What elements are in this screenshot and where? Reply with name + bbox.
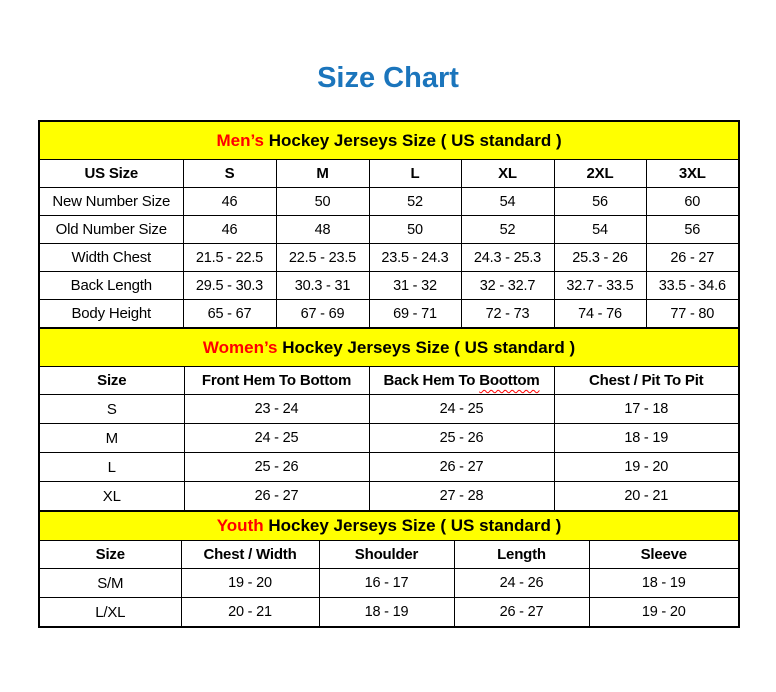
mens-col-header-us-size: US Size [39,160,183,188]
size-value-cell: 52 [461,216,554,244]
youth-col-header-shoulder: Shoulder [319,541,454,569]
youth-col-header-size: Size [39,541,181,569]
youth-col-header-chest-width: Chest / Width [181,541,319,569]
table-row [39,272,739,300]
womens-col-header-back-hem [369,367,554,395]
size-value-cell: 26 - 27 [184,482,369,512]
size-value-cell: 54 [554,216,646,244]
mens-section-row [39,121,739,160]
row-label: New Number Size [39,188,183,216]
size-value-cell: 67 - 69 [276,300,369,329]
womens-size-table [38,327,740,512]
womens-section-header [39,328,739,367]
mens-size-table [38,120,740,329]
size-value-cell: 17 - 18 [554,395,739,424]
size-value-cell: 77 - 80 [646,300,739,329]
size-value-cell: 20 - 21 [181,598,319,628]
size-value-cell: 50 [276,188,369,216]
womens-col-header-front-hem: Front Hem To Bottom [184,367,369,395]
mens-col-header-m: M [276,160,369,188]
table-row [39,188,739,216]
size-value-cell: 33.5 - 34.6 [646,272,739,300]
size-value-cell: 22.5 - 23.5 [276,244,369,272]
table-row [39,424,739,453]
youth-section-row [39,511,739,541]
mens-section-header [39,121,739,160]
row-label: L [39,453,184,482]
mens-col-header-xl: XL [461,160,554,188]
back-hem-misspelled-word: Boottom [479,372,540,389]
mens-col-header-l: L [369,160,461,188]
size-value-cell: 26 - 27 [646,244,739,272]
row-label: Old Number Size [39,216,183,244]
size-value-cell: 72 - 73 [461,300,554,329]
page-title: Size Chart [317,62,459,94]
row-label: S/M [39,569,181,598]
size-value-cell: 19 - 20 [554,453,739,482]
size-value-cell: 21.5 - 22.5 [183,244,276,272]
youth-col-header-sleeve: Sleeve [589,541,739,569]
size-value-cell: 24 - 25 [369,395,554,424]
womens-section-accent: Women’s [202,337,278,357]
size-value-cell: 74 - 76 [554,300,646,329]
row-label: Back Length [39,272,183,300]
size-value-cell: 56 [554,188,646,216]
table-row [39,216,739,244]
size-value-cell: 24 - 26 [454,569,589,598]
size-value-cell: 69 - 71 [369,300,461,329]
table-row [39,453,739,482]
mens-col-header-2xl: 2XL [554,160,646,188]
womens-col-header-size: Size [39,367,184,395]
size-value-cell: 19 - 20 [181,569,319,598]
table-row [39,569,739,598]
size-value-cell: 30.3 - 31 [276,272,369,300]
mens-col-header-s: S [183,160,276,188]
size-value-cell: 65 - 67 [183,300,276,329]
size-value-cell: 16 - 17 [319,569,454,598]
size-value-cell: 32.7 - 33.5 [554,272,646,300]
size-value-cell: 26 - 27 [369,453,554,482]
size-value-cell: 48 [276,216,369,244]
size-value-cell: 18 - 19 [554,424,739,453]
size-value-cell: 31 - 32 [369,272,461,300]
table-row [39,598,739,628]
size-value-cell: 18 - 19 [319,598,454,628]
size-value-cell: 46 [183,216,276,244]
mens-section-accent: Men’s [216,130,264,150]
row-label: M [39,424,184,453]
back-hem-label-prefix: Back Hem To [383,372,480,389]
youth-section-accent: Youth [216,516,264,535]
size-value-cell: 26 - 27 [454,598,589,628]
row-label: Body Height [39,300,183,329]
row-label: L/XL [39,598,181,628]
youth-section-title-rest: Hockey Jerseys Size ( US standard ) [263,516,562,535]
mens-col-header-3xl: 3XL [646,160,739,188]
size-value-cell: 25 - 26 [369,424,554,453]
size-value-cell: 18 - 19 [589,569,739,598]
size-value-cell: 23.5 - 24.3 [369,244,461,272]
womens-section-row [39,328,739,367]
size-value-cell: 32 - 32.7 [461,272,554,300]
table-row [39,244,739,272]
row-label: S [39,395,184,424]
size-value-cell: 24.3 - 25.3 [461,244,554,272]
youth-header-row [39,541,739,569]
table-row [39,482,739,512]
size-chart-tables [38,120,738,628]
row-label: XL [39,482,184,512]
row-label: Width Chest [39,244,183,272]
size-value-cell: 56 [646,216,739,244]
womens-col-header-chest: Chest / Pit To Pit [554,367,739,395]
size-value-cell: 27 - 28 [369,482,554,512]
size-value-cell: 50 [369,216,461,244]
size-value-cell: 46 [183,188,276,216]
size-value-cell: 19 - 20 [589,598,739,628]
mens-header-row [39,160,739,188]
size-value-cell: 52 [369,188,461,216]
size-value-cell: 54 [461,188,554,216]
size-value-cell: 29.5 - 30.3 [183,272,276,300]
mens-section-title-rest: Hockey Jerseys Size ( US standard ) [264,130,562,150]
size-value-cell: 24 - 25 [184,424,369,453]
youth-col-header-length: Length [454,541,589,569]
size-value-cell: 23 - 24 [184,395,369,424]
table-row [39,300,739,329]
youth-section-header [39,511,739,541]
size-value-cell: 25 - 26 [184,453,369,482]
youth-size-table [38,510,740,628]
table-row [39,395,739,424]
size-value-cell: 25.3 - 26 [554,244,646,272]
size-value-cell: 60 [646,188,739,216]
womens-header-row [39,367,739,395]
womens-section-title-rest: Hockey Jerseys Size ( US standard ) [277,337,576,357]
size-value-cell: 20 - 21 [554,482,739,512]
